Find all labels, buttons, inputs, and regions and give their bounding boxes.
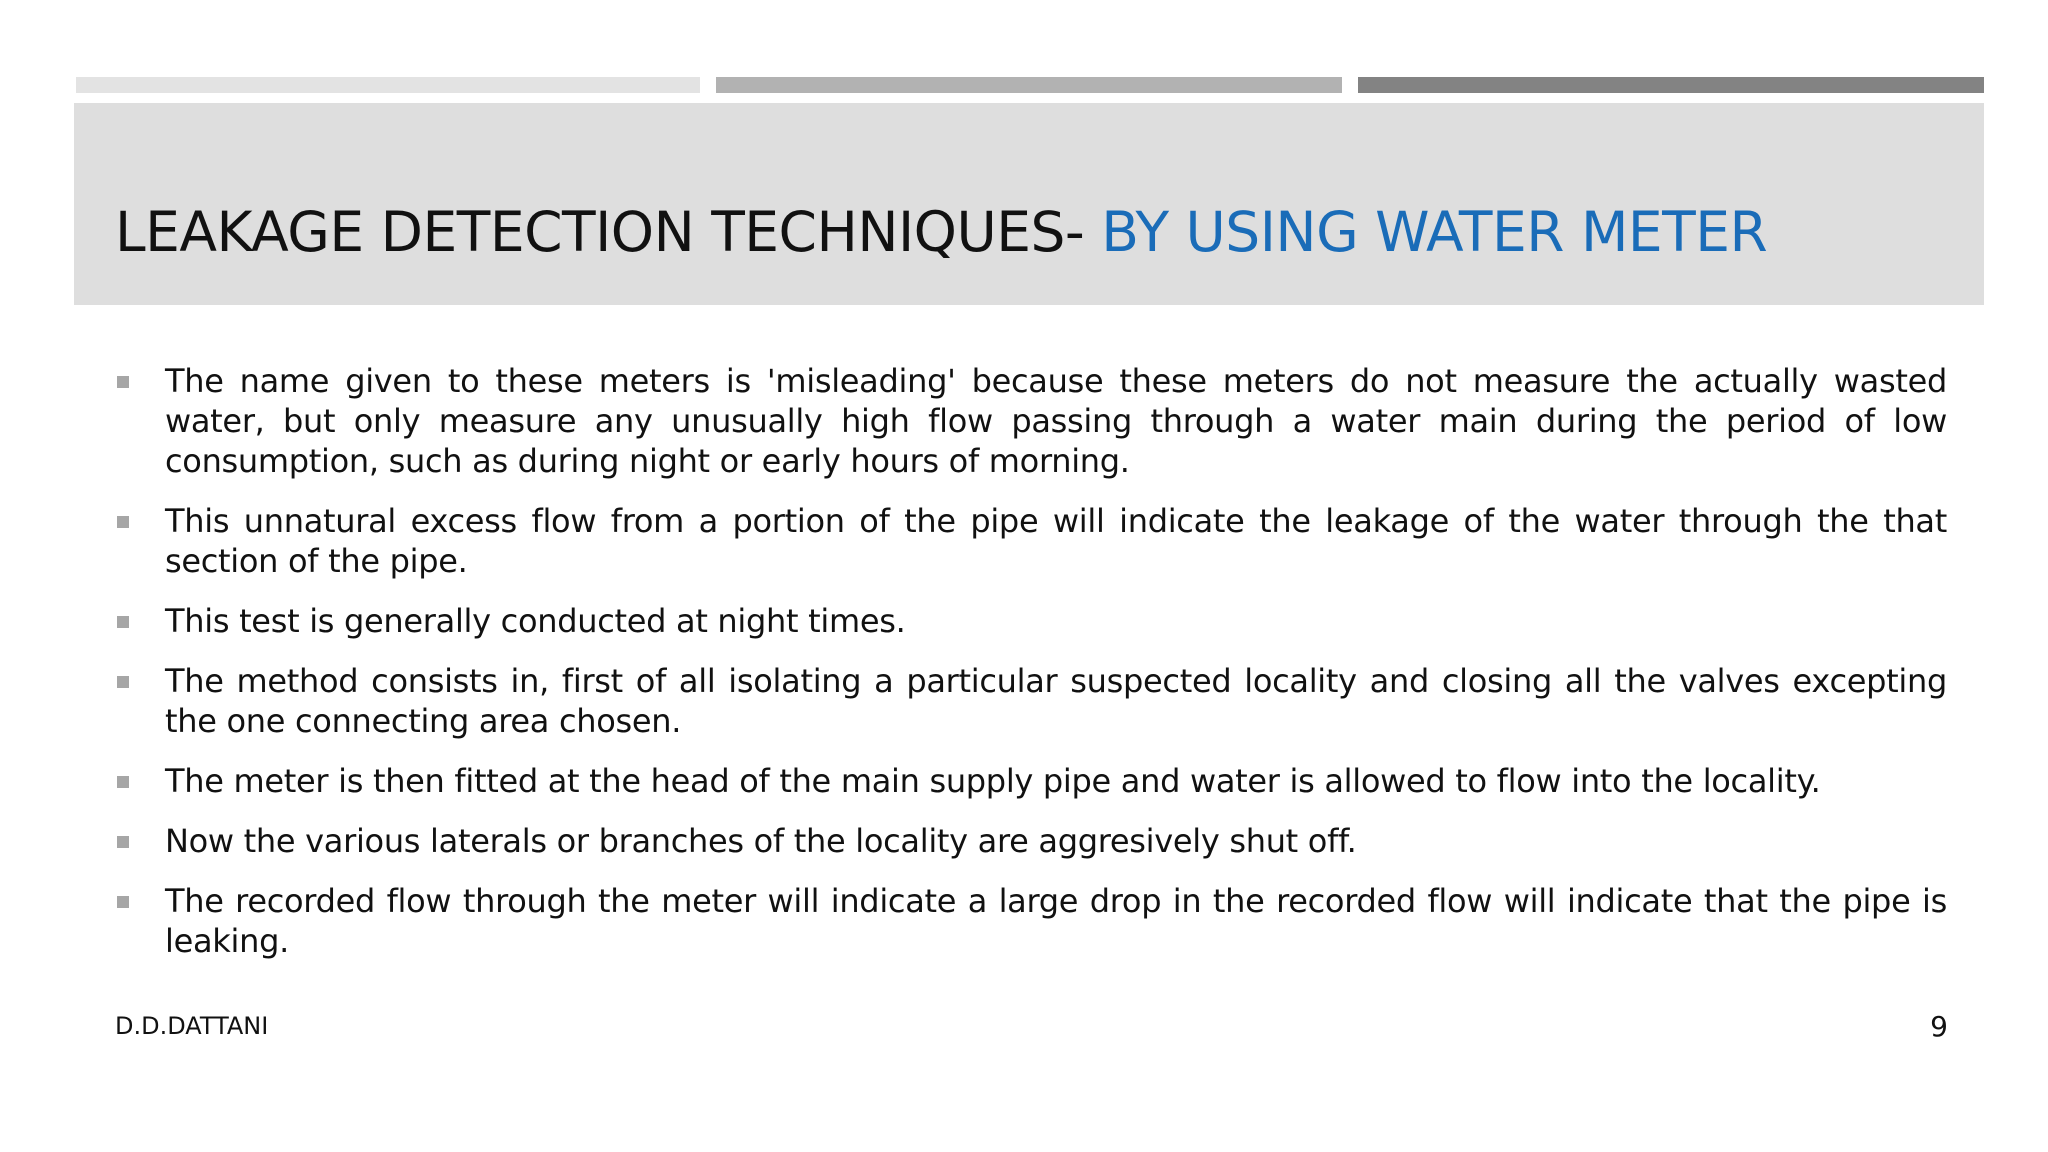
square-bullet-icon: [117, 516, 129, 528]
slide-title-accent: BY USING WATER METER: [1101, 200, 1768, 264]
bullet-text: This unnatural excess flow from a portion of the pipe will indicate the leakage of the water through the that section of the pipe.: [165, 502, 1947, 580]
bullet-text: The method consists in, first of all isolating a particular suspected locality and closing all the valves excepting the one connecting area chosen.: [165, 662, 1947, 740]
square-bullet-icon: [117, 836, 129, 848]
bullet-text: The name given to these meters is 'misleading' because these meters do not measure the actually wasted water, but only measure any unusually high flow passing through a water main during the period of low consumption, such as during night or early hours of morning.: [165, 362, 1947, 480]
square-bullet-icon: [117, 776, 129, 788]
bullet-text: Now the various laterals or branches of the locality are aggresively shut off.: [165, 822, 1357, 860]
bullet-item: [115, 501, 1947, 581]
bullet-text: This test is generally conducted at night times.: [165, 602, 906, 640]
slide-title-main: LEAKAGE DETECTION TECHNIQUES-: [115, 200, 1102, 264]
footer-author: D.D.DATTANI: [115, 1012, 269, 1040]
slide-title: [115, 192, 1767, 272]
decorative-bar-dark: [1358, 77, 1984, 93]
bullet-item: [115, 361, 1947, 481]
bullet-item: [115, 601, 1947, 641]
bullet-item: [115, 661, 1947, 741]
bullet-text: The meter is then fitted at the head of the main supply pipe and water is allowed to flow into the locality.: [165, 762, 1821, 800]
bullet-item: [115, 821, 1947, 861]
bullet-text: The recorded flow through the meter will indicate a large drop in the recorded flow will indicate that the pipe is leaking.: [165, 882, 1947, 960]
bullet-item: [115, 761, 1947, 801]
decorative-bar-medium: [716, 77, 1342, 93]
square-bullet-icon: [117, 616, 129, 628]
page-number: 9: [1930, 1010, 1948, 1043]
square-bullet-icon: [117, 896, 129, 908]
square-bullet-icon: [117, 376, 129, 388]
square-bullet-icon: [117, 676, 129, 688]
decorative-bar-light: [76, 77, 700, 93]
bullet-list: [115, 361, 1947, 981]
bullet-item: [115, 881, 1947, 961]
